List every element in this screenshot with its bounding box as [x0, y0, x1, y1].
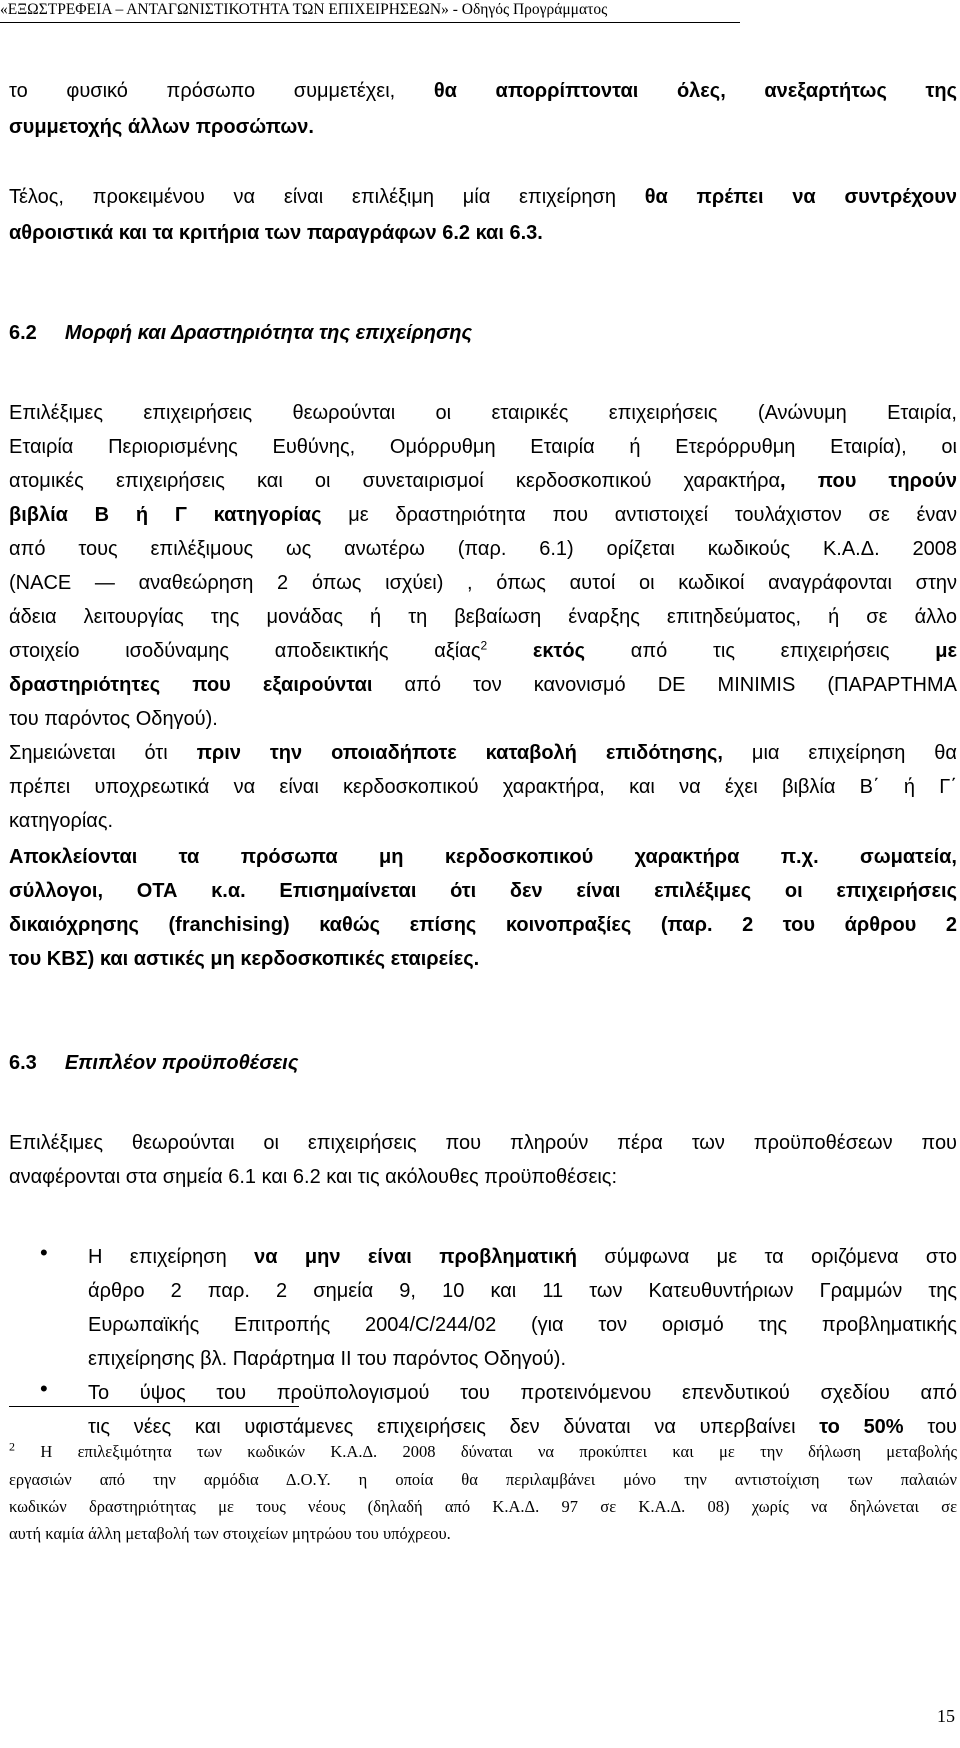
running-header: «ΕΞΩΣΤΡΕΦΕΙΑ – ΑΝΤΑΓΩΝΙΣΤΙΚΟΤΗΤΑ ΤΩΝ ΕΠΙΧΕΙΡΗΣΕΩΝ» - Οδηγός Προγράμματος: [0, 0, 740, 23]
list-item-line: [88, 1246, 957, 1269]
paragraph-line: [9, 116, 314, 139]
bold-text-run: σύλλογοι, ΟΤΑ κ.α. Επισημαίνεται ότι δεν είναι επιλέξιμες οι επιχειρήσεις: [9, 880, 957, 902]
footnote-mark: 2: [9, 1439, 15, 1454]
text-run: το φυσικό πρόσωπο συμμετέχει,: [9, 80, 434, 102]
footnote-separator: [9, 1406, 299, 1407]
section-title: Επιπλέον προϋποθέσεις: [64, 1052, 299, 1074]
text-run: μια επιχείρηση θα: [722, 742, 957, 764]
bold-text-run: πριν την οποιαδήποτε καταβολή επιδότησης,: [196, 742, 723, 764]
paragraph-line: [9, 80, 957, 103]
paragraph-line: [9, 186, 957, 209]
paragraph-line: [9, 640, 957, 663]
text-run: Σημειώνεται ότι: [9, 742, 197, 764]
text-run: Τέλος, προκειμένου να είναι επιλέξιμη μία επιχείρηση: [9, 186, 645, 208]
text-run: [487, 640, 533, 662]
paragraph-line: [9, 222, 543, 245]
footnote-line: αυτή καμία άλλη μεταβολή των στοιχείων μητρώου του υπόχρεου.: [9, 1524, 451, 1543]
bold-text-run: το 50%: [819, 1416, 904, 1438]
section-number: 6.3: [9, 1052, 37, 1074]
paragraph-line: [9, 470, 957, 493]
bold-text-run: να μην είναι προβληματική: [254, 1246, 578, 1268]
page-number: 15: [937, 1706, 955, 1726]
bold-text-run: δικαιόχρησης (franchising) καθώς επίσης κοινοπραξίες (παρ. 2 του άρθρου 2: [9, 914, 957, 936]
bullet-icon: •: [40, 1376, 48, 1401]
list-item-line: επιχείρησης βλ. Παράρτημα ΙΙ του παρόντος Οδηγού).: [88, 1348, 567, 1370]
paragraph-line: αναφέρονται στα σημεία 6.1 και 6.2 και τις ακόλουθες προϋποθέσεις:: [9, 1166, 617, 1188]
paragraph-line: Επιλέξιμες θεωρούνται οι επιχειρήσεις που πληρούν πέρα των προϋποθέσεων που: [9, 1132, 957, 1154]
section-heading: [9, 1052, 298, 1075]
bold-text-run: Αποκλείονται τα πρόσωπα μη κερδοσκοπικού χαρακτήρα π.χ. σωματεία,: [9, 846, 957, 868]
bullet-icon: •: [40, 1240, 48, 1265]
text-run: σύμφωνα με τα οριζόμενα στο: [577, 1246, 957, 1268]
bold-text-run: συμμετοχής άλλων προσώπων.: [9, 116, 314, 138]
paragraph-line: άδεια λειτουργίας της μονάδας ή τη βεβαίωση έναρξης επιτηδεύματος, ή σε άλλο: [9, 606, 957, 628]
bold-text-run: με: [935, 640, 957, 662]
list-item-line: [88, 1416, 957, 1439]
paragraph-line: Επιλέξιμες επιχειρήσεις θεωρούνται οι εταιρικές επιχειρήσεις (Ανώνυμη Εταιρία,: [9, 402, 957, 424]
section-title: Μορφή και Δραστηριότητα της επιχείρησης: [64, 322, 473, 344]
text-run: από τον κανονισμό DE MINIMIS (ΠΑΡΑΡΤΗΜΑ: [372, 674, 957, 696]
bold-text-run: εκτός: [532, 640, 586, 662]
paragraph-line: κατηγορίας.: [9, 810, 114, 832]
paragraph-line: [9, 914, 957, 937]
text-run: τις νέες και υφιστάμενες επιχειρήσεις δεν δύναται να υπερβαίνει: [88, 1416, 820, 1438]
paragraph-line: [9, 846, 957, 869]
section-heading: [9, 322, 472, 345]
footnote-reference: 2: [480, 638, 488, 653]
text-run: από τις επιχειρήσεις: [585, 640, 936, 662]
text-run: Η επιλεξιμότητα των κωδικών Κ.Α.Δ. 2008 δύναται να προκύπτει και με την δήλωση μεταβολής: [15, 1442, 957, 1461]
list-item-line: Το ύψος του προϋπολογισμού του προτεινόμενου επενδυτικού σχεδίου από: [88, 1382, 957, 1404]
text-run: ατομικές επιχειρήσεις και οι συνεταιρισμοί κερδοσκοπικού χαρακτήρα: [9, 470, 781, 492]
paragraph-line: [9, 880, 957, 903]
paragraph-line: [9, 742, 957, 765]
text-run: στοιχείο ισοδύναμης αποδεικτικής αξίας: [9, 640, 481, 662]
bold-text-run: θα πρέπει να συντρέχουν: [644, 186, 957, 208]
paragraph-line: από τους επιλέξιμους ως ανωτέρω (παρ. 6.1) ορίζεται κωδικούς Κ.Α.Δ. 2008: [9, 538, 957, 560]
bold-text-run: βιβλία Β ή Γ κατηγορίας: [9, 504, 322, 526]
bold-text-run: του ΚΒΣ) και αστικές μη κερδοσκοπικές εταιρείες.: [9, 948, 480, 970]
bold-text-run: αθροιστικά και τα κριτήρια των παραγράφων 6.2 και 6.3.: [9, 222, 543, 244]
text-run: με δραστηριότητα που αντιστοιχεί τουλάχιστον σε έναν: [321, 504, 957, 526]
paragraph-line: [9, 504, 957, 527]
paragraph-line: πρέπει υποχρεωτικά να είναι κερδοσκοπικού χαρακτήρα, και να έχει βιβλία Β΄ ή Γ΄: [9, 776, 957, 798]
bold-text-run: , που τηρούν: [780, 470, 957, 492]
paragraph-line: [9, 948, 479, 971]
paragraph-line: (NACE — αναθεώρηση 2 όπως ισχύει) , όπως αυτοί οι κωδικοί αναγράφονται στην: [9, 572, 957, 594]
text-run: Η επιχείρηση: [88, 1246, 255, 1268]
bold-text-run: δραστηριότητες που εξαιρούνται: [9, 674, 373, 696]
paragraph-line: Εταιρία Περιορισμένης Ευθύνης, Ομόρρυθμη Εταιρία ή Ετερόρρυθμη Εταιρία), οι: [9, 436, 957, 458]
footnote-line: εργασιών από την αρμόδια Δ.Ο.Υ. η οποία θα περιλαμβάνει μόνο την αντιστοίχιση των παλαιών: [9, 1470, 957, 1489]
list-item-line: άρθρο 2 παρ. 2 σημεία 9, 10 και 11 των Κατευθυντήριων Γραμμών της: [88, 1280, 957, 1302]
paragraph-line: [9, 674, 957, 697]
footnote-line: [9, 1439, 957, 1462]
section-number: 6.2: [9, 322, 37, 344]
list-item-line: Ευρωπαϊκής Επιτροπής 2004/C/244/02 (για τον ορισμό της προβληματικής: [88, 1314, 957, 1336]
bold-text-run: θα απορρίπτονται όλες, ανεξαρτήτως της: [433, 80, 957, 102]
footnote-line: κωδικών δραστηριότητας με τους νέους (δηλαδή από Κ.Α.Δ. 97 σε Κ.Α.Δ. 08) χωρίς να δηλώνεται σε: [9, 1497, 957, 1516]
paragraph-line: του παρόντος Οδηγού).: [9, 708, 218, 730]
text-run: του: [903, 1416, 957, 1438]
